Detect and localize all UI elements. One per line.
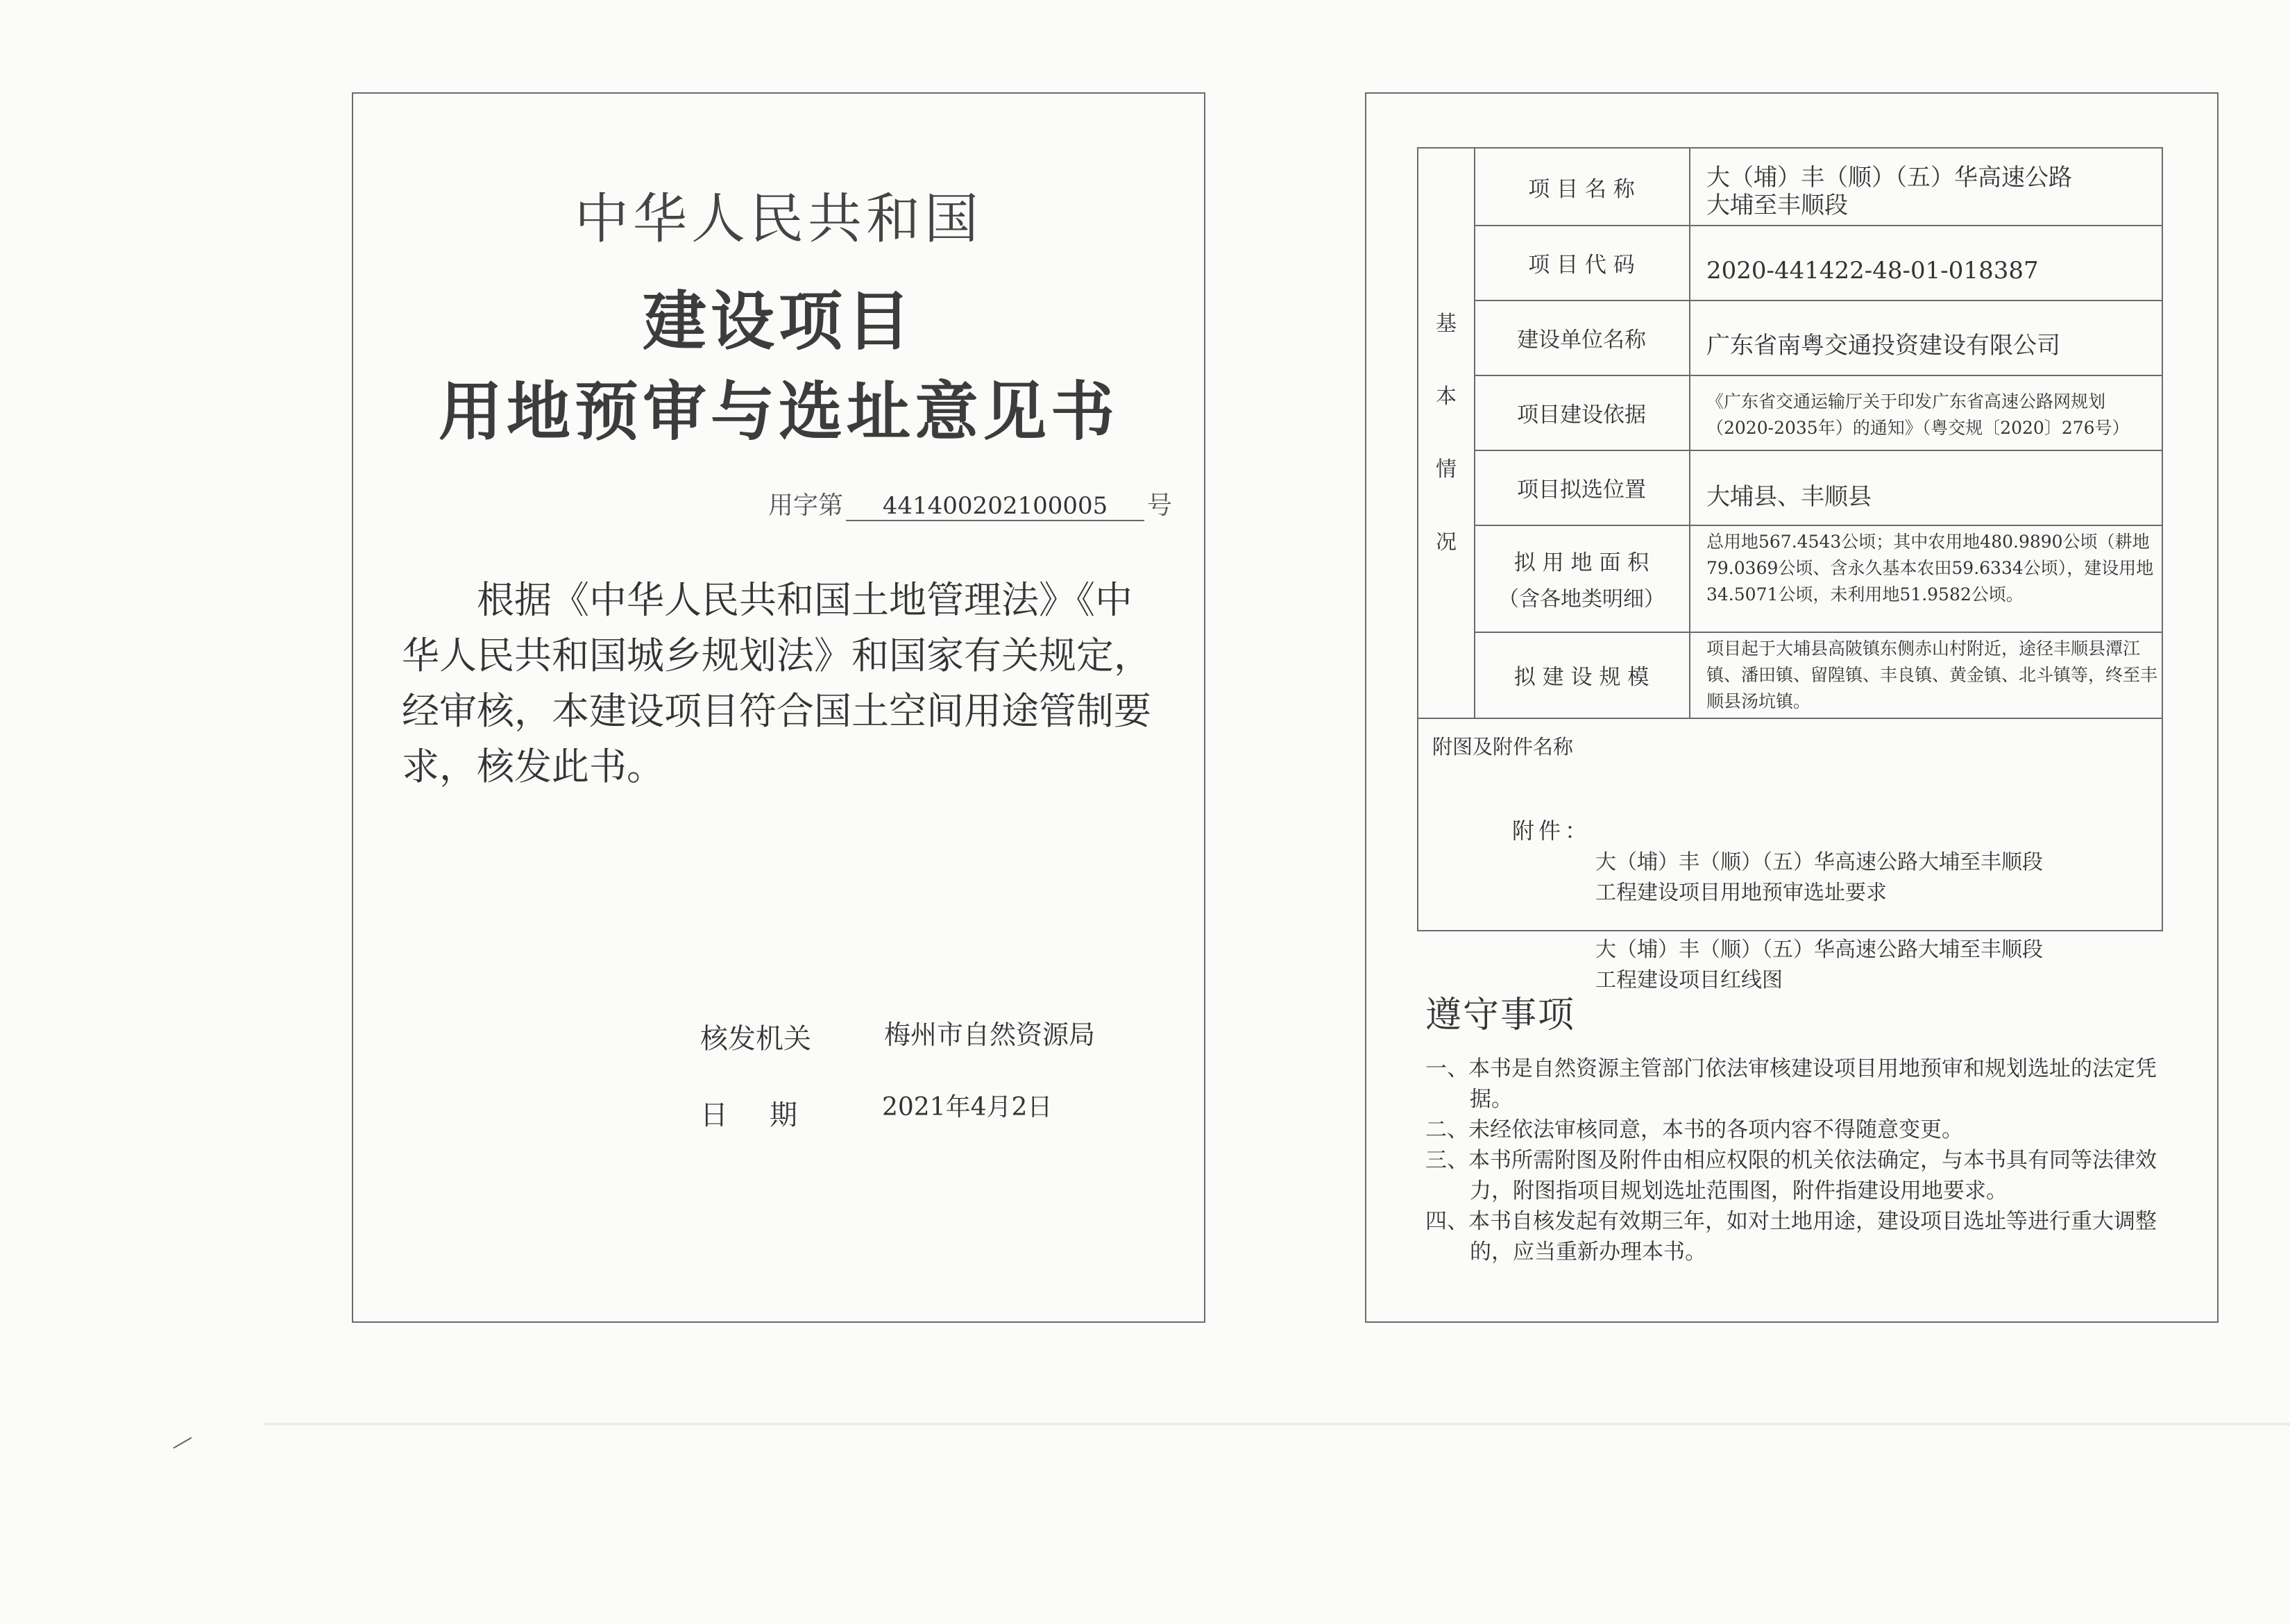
project-basis-label: 项目建设依据 <box>1517 402 1646 428</box>
builder-name-label: 建设单位名称 <box>1517 327 1646 353</box>
basic-info-section-label <box>1418 149 1474 718</box>
attachment-line: 大（埔）丰（顺）（五）华高速公路大埔至丰顺段 <box>1595 938 2043 962</box>
proposed-location-value: 大埔县、丰顺县 <box>1706 483 1872 511</box>
table-divider <box>1418 718 2163 719</box>
attachment-line: 大（埔）丰（顺）（五）华高速公路大埔至丰顺段 <box>1595 850 2043 874</box>
attachment-item <box>1595 935 2043 996</box>
land-area-label-cell <box>1474 525 1689 632</box>
date-value: 2021年4月2日 <box>882 1093 1053 1122</box>
scan-mark <box>173 1437 192 1449</box>
construction-scale-label: 拟 建 设 规 模 <box>1513 664 1649 690</box>
attachments-title: 附图及附件名称 <box>1432 735 1574 759</box>
builder-name-value: 广东省南粤交通投资建设有限公司 <box>1706 332 2060 360</box>
notice-item: 三、本书所需附图及附件由相应权限的机关依法确定，与本书具有同等法律效力，附图指项目规划选址范围图，附件指建设用地要求。 <box>1425 1148 2157 1203</box>
notice-list <box>1425 1054 2175 1267</box>
project-code-label: 项 目 代 码 <box>1528 252 1635 278</box>
certificate-details-panel <box>1365 92 2219 1323</box>
certificate-number: 441400202100005 <box>846 492 1144 521</box>
attachments-label: 附件： <box>1512 818 1592 844</box>
section-char: 情 <box>1436 457 1457 482</box>
issuer-label: 核发机关 <box>700 1023 811 1055</box>
construction-scale-value: 项目起于大埔县高陂镇东侧赤山村附近，途径丰顺县潭江镇、潘田镇、留隍镇、丰良镇、黄金镇、北斗镇等，终至丰顺县汤坑镇。 <box>1706 638 2158 711</box>
project-name-label: 项 目 名 称 <box>1528 176 1635 202</box>
project-code-value: 2020-441422-48-01-018387 <box>1706 257 2039 285</box>
notice-item: 一、本书是自然资源主管部门依法审核建设项目用地预审和规划选址的法定凭据。 <box>1425 1056 2157 1112</box>
country-heading: 中华人民共和国 <box>574 188 983 251</box>
section-char: 本 <box>1436 384 1457 409</box>
legal-basis-text: 根据《中华人民共和国土地管理法》《中华人民共和国城乡规划法》和国家有关规定，经审核，本建设项目符合国土空间用途管制要求，核发此书。 <box>402 578 1151 788</box>
certificate-number-suffix: 号 <box>1147 491 1173 520</box>
land-area-sublabel: （含各地类明细） <box>1498 586 1665 611</box>
certificate-title-line2: 用地预审与选址意见书 <box>438 375 1119 449</box>
attachment-line: 工程建设项目用地预审选址要求 <box>1595 881 1887 905</box>
project-name-value: 大（埔）丰（顺）（五）华高速公路大埔至丰顺段 <box>1706 164 2072 219</box>
attachment-item <box>1595 847 2043 908</box>
issuer-value: 梅州市自然资源局 <box>884 1020 1096 1050</box>
section-char: 况 <box>1436 530 1457 555</box>
notice-title: 遵守事项 <box>1425 995 1576 1036</box>
certificate-title-line1: 建设项目 <box>642 285 915 359</box>
notice-item: 二、未经依法审核同意，本书的各项内容不得随意变更。 <box>1425 1117 1963 1142</box>
date-label: 日期 <box>700 1099 839 1131</box>
certificate-number-line <box>768 486 1172 521</box>
project-basis-value: 《广东省交通运输厅关于印发广东省高速公路网规划（2020-2035年）的通知》（粤交规〔2020〕276号） <box>1706 391 2130 438</box>
certificate-cover-panel <box>352 92 1205 1323</box>
section-char: 基 <box>1436 312 1457 336</box>
certificate-number-prefix: 用字第 <box>768 491 844 520</box>
attachment-line: 工程建设项目红线图 <box>1595 968 1783 992</box>
basic-info-table <box>1417 147 2163 992</box>
proposed-location-label: 项目拟选位置 <box>1517 477 1646 502</box>
scan-edge-band <box>264 1423 2290 1426</box>
land-area-label: 拟 用 地 面 积 <box>1513 550 1649 575</box>
land-area-value: 总用地567.4543公顷；其中农用地480.9890公顷（耕地79.0369公顷、含永久基本农田59.6334公顷），建设用地34.5071公顷，未利用地51.9582公顷。 <box>1706 532 2154 604</box>
notice-item: 四、本书自核发起有效期三年，如对土地用途，建设项目选址等进行重大调整的，应当重新办理本书。 <box>1425 1209 2157 1264</box>
